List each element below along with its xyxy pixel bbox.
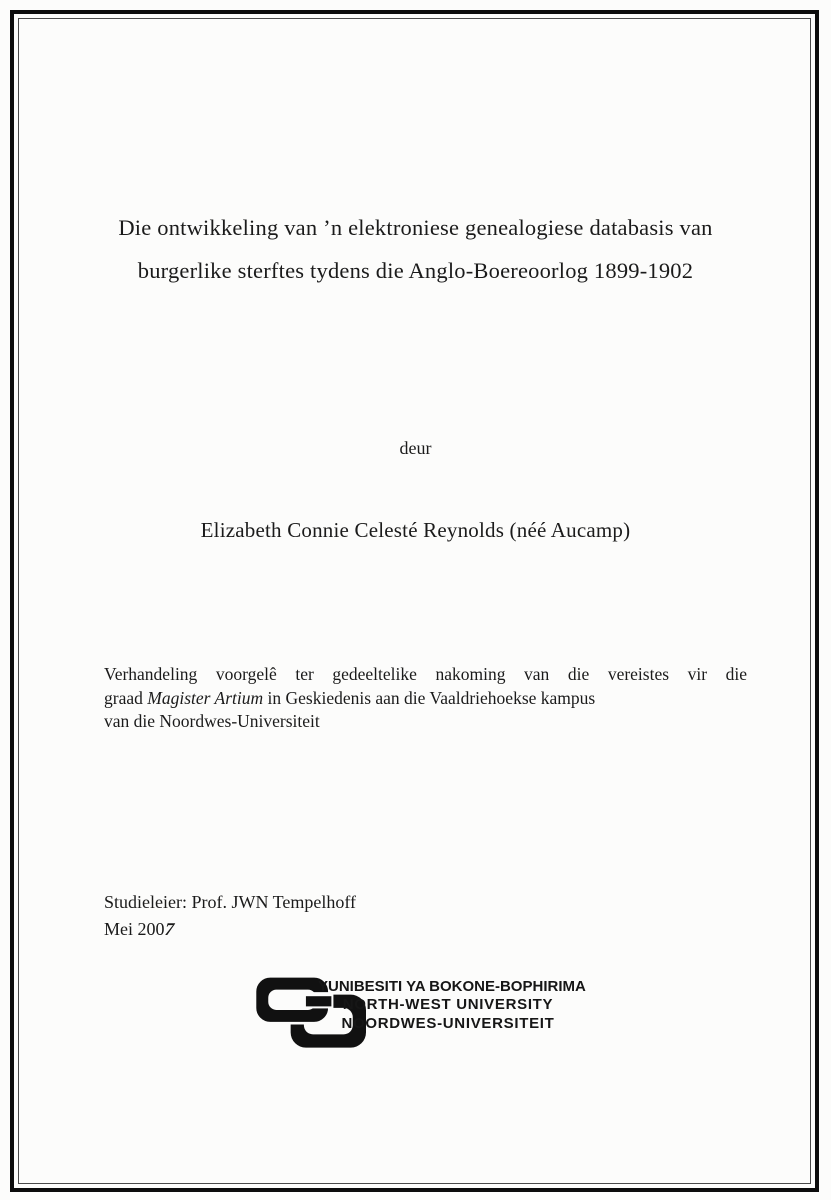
supervisor-line: Studieleier: Prof. JWN Tempelhoff bbox=[104, 892, 357, 912]
title-line-1: Die ontwikkeling van ’n elektroniese genealogiese databasis van bbox=[118, 215, 713, 240]
university-logo-text bbox=[318, 978, 586, 1033]
statement-line-1: Verhandeling voorgelê ter gedeeltelike nakoming van die vereistes vir die bbox=[104, 664, 747, 684]
logo-text-line-3: NOORDWES-UNIVERSITEIT bbox=[341, 1014, 555, 1032]
degree-statement bbox=[104, 663, 747, 734]
date-last-digit: 7 bbox=[161, 919, 177, 939]
statement-line-2-post: in Geskiedenis aan die Vaaldriehoekse kampus bbox=[263, 687, 596, 708]
statement-line-2 bbox=[104, 687, 747, 711]
title-line-2: burgerlike sterftes tydens die Anglo-Boereoorlog 1899-1902 bbox=[137, 258, 694, 283]
date-line bbox=[104, 915, 177, 943]
date-prefix: Mei 200 bbox=[104, 919, 165, 939]
byline-label: deur bbox=[399, 438, 432, 458]
statement-line-2-pre: graad bbox=[104, 687, 148, 708]
statement-line-3: van die Noordwes-Universiteit bbox=[104, 711, 320, 731]
logo-text-line-2: NORTH-WEST UNIVERSITY bbox=[342, 996, 554, 1014]
statement-degree-name: Magister Artium bbox=[147, 687, 264, 708]
author-name: Elizabeth Connie Celesté Reynolds (néé Aucamp) bbox=[200, 518, 631, 542]
thesis-title bbox=[60, 206, 771, 292]
logo-text-line-1: YUNIBESITI YA BOKONE-BOPHIRIMA bbox=[318, 978, 586, 995]
